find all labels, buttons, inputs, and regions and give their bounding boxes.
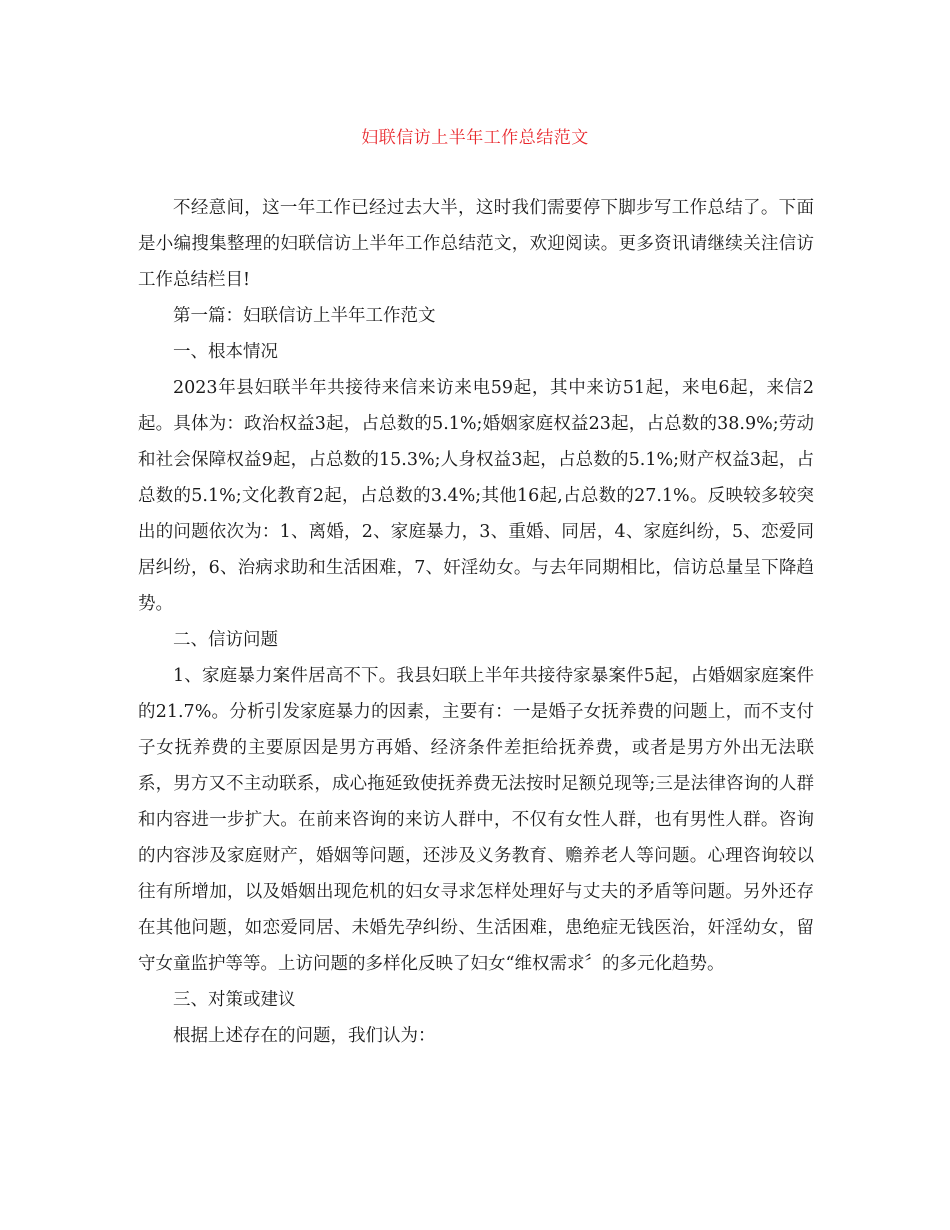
- domestic-violence-paragraph: 1、家庭暴力案件居高不下。我县妇联上半年共接待家暴案件5起，占婚姻家庭案件的21.7%。分析引发家庭暴力的因素，主要有：一是婚子女抚养费的问题上，而不支付子女抚养费的主要原因是男方再婚、经济条件差拒给抚养费，或者是男方外出无法联系，男方又不主动联系，成心拖延致使抚养费无法按时足额兑现等;三是法律咨询的人群和内容进一步扩大。在前来咨询的来访人群中，不仅有女性人群，也有男性人群。咨询的内容涉及家庭财产，婚姻等问题，还涉及义务教育、赡养老人等问题。心理咨询较以往有所增加，以及婚姻出现危机的妇女寻求怎样处理好与丈夫的矛盾等问题。另外还存在其他问题，如恋爱同居、未婚先孕纠纷、生活困难，患绝症无钱医治，奸淫幼女，留守女童监护等等。上访问题的多样化反映了妇女“维权需求〞的多元化趋势。: [138, 666, 814, 974]
- countermeasures-intro: 根据上述存在的问题，我们认为：: [173, 1026, 436, 1046]
- statistics-paragraph: 2023年县妇联半年共接待来信来访来电59起，其中来访51起，来电6起，来信2起。具体为：政治权益3起，占总数的5.1%;婚姻家庭权益23起，占总数的38.9%;劳动和社会保障权益9起，占总数的15.3%;人身权益3起，占总数的5.1%;财产权益3起，占总数的5.1%;文化教育2起，占总数的3.4%;其他16起,占总数的27.1%。反映较多较突出的问题依次为：1、离婚，2、家庭暴力，3、重婚、同居，4、家庭纠纷，5、恋爱同居纠纷，6、治病求助和生活困难，7、奸淫幼女。与去年同期相比，信访总量呈下降趋势。: [138, 378, 814, 614]
- section-heading-countermeasures: 三、对策或建议: [173, 990, 296, 1010]
- section-heading-petition-issues: 二、信访问题: [173, 630, 278, 650]
- section-heading-part-one: 第一篇：妇联信访上半年工作范文: [173, 306, 436, 326]
- document-body: [138, 190, 814, 1054]
- section-heading-basic-situation: 一、根本情况: [173, 342, 278, 362]
- document-title: 妇联信访上半年工作总结范文: [361, 128, 589, 148]
- intro-paragraph: 不经意间，这一年工作已经过去大半，这时我们需要停下脚步写工作总结了。下面是小编搜集整理的妇联信访上半年工作总结范文，欢迎阅读。更多资讯请继续关注信访工作总结栏目!: [138, 198, 814, 290]
